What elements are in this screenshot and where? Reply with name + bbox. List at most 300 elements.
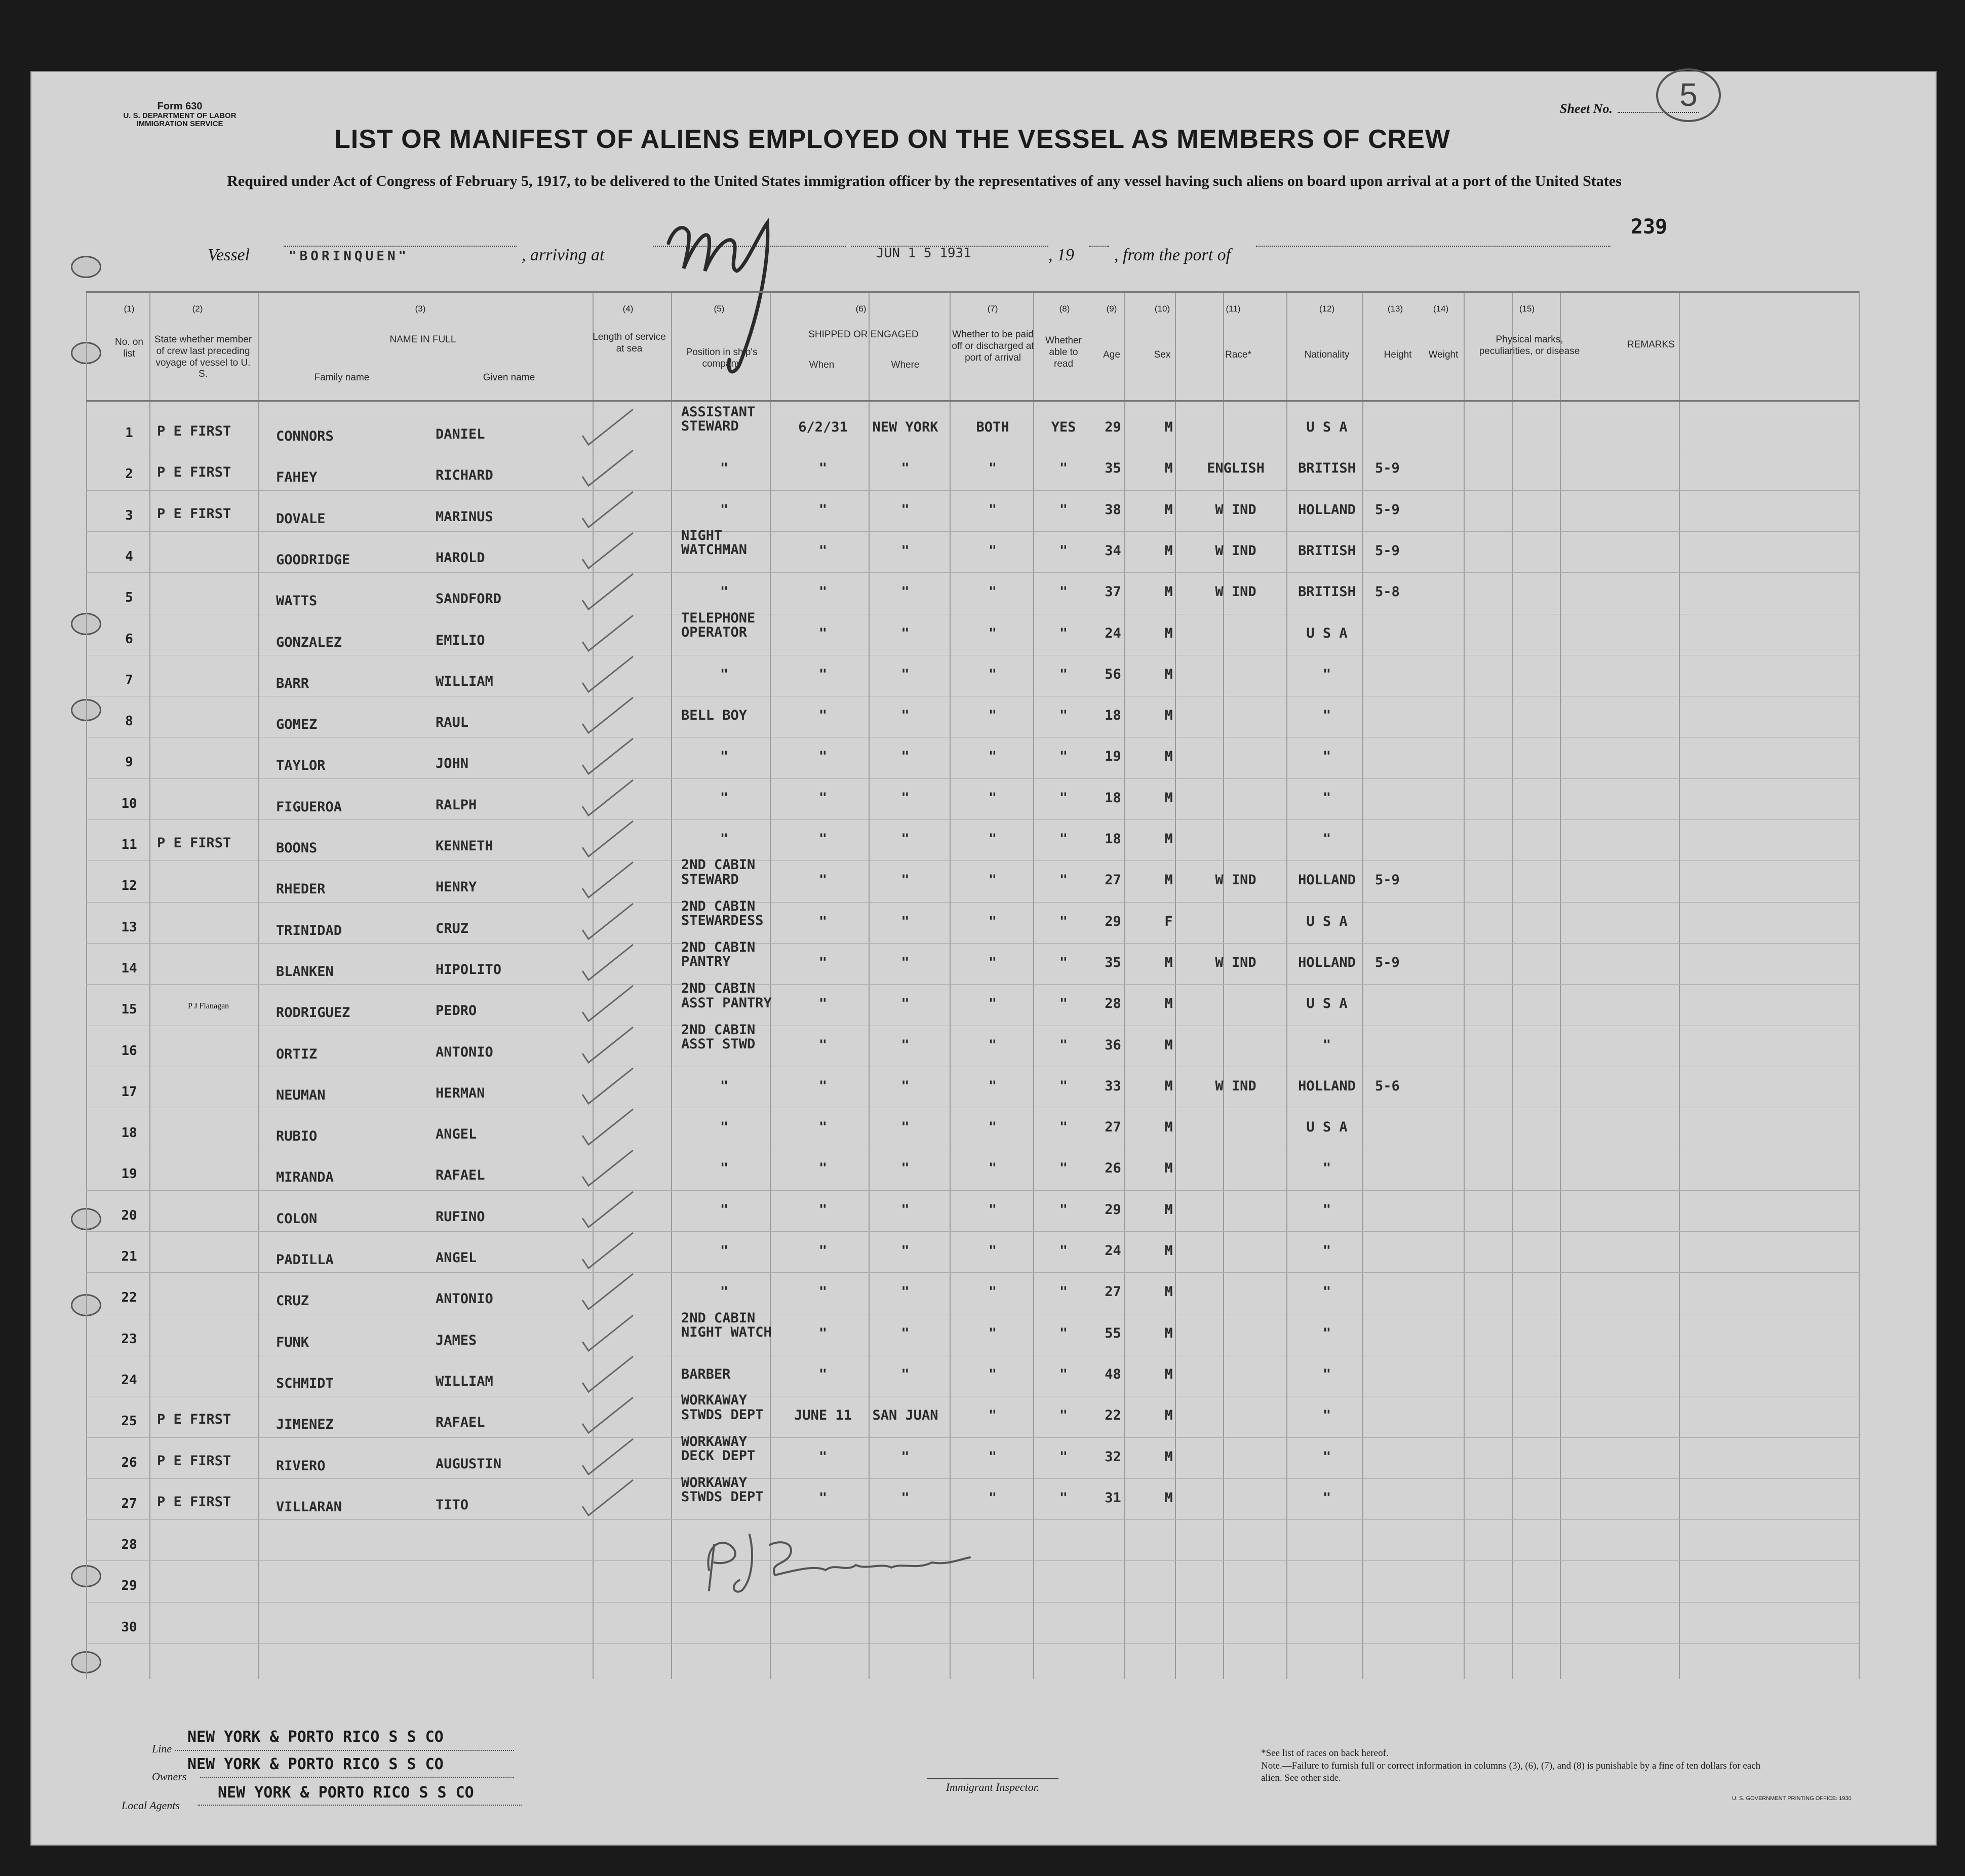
grid-column-line (1124, 291, 1125, 1679)
field-paid: " (988, 542, 997, 559)
check-mark-icon (577, 1105, 623, 1136)
check-mark-icon (577, 941, 623, 971)
field-read: " (1059, 501, 1068, 518)
field-read: " (1059, 708, 1068, 724)
field-paid: " (988, 460, 997, 477)
field-when: " (818, 584, 828, 600)
family-name: VILLARAN (276, 1499, 342, 1515)
field-paid: " (988, 831, 997, 847)
grid-column-line (1859, 291, 1860, 1679)
given-name: PEDRO (436, 1003, 477, 1019)
grid-row-line (86, 1190, 1859, 1191)
field-paid: " (988, 996, 997, 1012)
check-mark-icon (577, 982, 623, 1012)
check-mark-icon (577, 817, 623, 847)
vessel-label: Vessel (208, 246, 250, 264)
col3-header: NAME IN FULL (389, 334, 456, 345)
previous-voyage: P E FIRST (157, 835, 231, 851)
field-where: " (901, 1201, 910, 1218)
row-number: 21 (121, 1249, 137, 1264)
given-name: RAFAEL (436, 1415, 485, 1431)
field-where: NEW YORK (872, 419, 938, 435)
given-name: WILLIAM (436, 673, 493, 689)
field-age: 33 (1105, 1078, 1121, 1094)
previous-voyage: P E FIRST (157, 505, 231, 522)
field-read: " (1059, 1160, 1068, 1177)
field-sex: M (1164, 666, 1173, 682)
race: W IND (1215, 1078, 1256, 1094)
field-where: " (901, 501, 910, 518)
row-number: 2 (125, 466, 133, 482)
field-read: " (1059, 872, 1068, 888)
previous-voyage: P E FIRST (157, 1494, 231, 1510)
field-nat: " (1322, 1490, 1331, 1506)
field-paid: " (988, 954, 997, 970)
field-nat: " (1322, 790, 1331, 806)
field-when: " (818, 1160, 828, 1177)
row-number: 28 (121, 1537, 137, 1553)
family-name: DOVALE (276, 511, 326, 527)
col4-number: (4) (622, 304, 634, 314)
row-number: 30 (121, 1619, 137, 1635)
grid-column-line (1362, 291, 1363, 1679)
vessel-name: "BORINQUEN" (289, 249, 410, 264)
row-number: 27 (121, 1496, 137, 1511)
ship-position: " (720, 460, 729, 477)
field-sex: M (1164, 872, 1173, 888)
date-stamp: JUN 1 5 1931 (876, 246, 971, 261)
field-sex: M (1164, 831, 1173, 847)
field-paid: " (988, 1366, 997, 1382)
field-read: " (1059, 542, 1068, 559)
field-paid: " (988, 1160, 997, 1177)
family-name: COLON (276, 1210, 318, 1227)
field-when: " (818, 666, 828, 682)
ship-position: " (720, 1078, 729, 1094)
row-number: 29 (121, 1578, 137, 1594)
field-sex: M (1164, 1160, 1173, 1177)
grid-header-line (86, 400, 1859, 402)
col3-given-header: Given name (483, 372, 535, 383)
field-age: 29 (1105, 1201, 1121, 1218)
col8-header: Whether able to read (1045, 335, 1082, 369)
field-age: 22 (1105, 1408, 1121, 1424)
ship-position: 2ND CABIN ASST PANTRY (681, 981, 772, 1011)
ship-position: 2ND CABIN STEWARD (681, 857, 756, 887)
form-number: Form 630 (157, 101, 203, 112)
field-read: " (1059, 584, 1068, 600)
owners-label: Owners (152, 1770, 187, 1783)
field-when: " (818, 501, 828, 518)
grid-column-line (1512, 291, 1513, 1679)
field-age: 31 (1105, 1490, 1121, 1506)
field-sex: M (1164, 1449, 1173, 1465)
given-name: HENRY (436, 879, 477, 895)
col4-header: Length of service at sea (593, 332, 666, 354)
family-name: GOMEZ (276, 717, 318, 733)
field-read: " (1059, 1078, 1068, 1094)
grid-row-line (86, 1437, 1859, 1438)
row-number: 13 (121, 919, 137, 935)
field-nat: " (1322, 831, 1331, 847)
field-sex: F (1164, 913, 1173, 929)
given-name: EMILIO (436, 632, 485, 648)
col7-header: Whether to be paid off or discharged at port of arrival (952, 329, 1034, 363)
penalty-note: Note.—Failure to furnish full or correct information in columns (3), (6), (7), and (8) is punishable by a fine of ten dollars for each alien. See other side. (1261, 1760, 1761, 1784)
ship-position: WORKAWAY STWDS DEPT (681, 1474, 764, 1505)
check-mark-icon (577, 405, 623, 436)
height: 5-9 (1375, 872, 1400, 888)
row-number: 19 (121, 1166, 137, 1182)
field-sex: M (1164, 542, 1173, 559)
check-mark-icon (577, 1064, 623, 1095)
col2-number: (2) (192, 304, 203, 314)
family-name: GOODRIDGE (276, 552, 350, 568)
field-sex: M (1164, 625, 1173, 641)
field-nat: " (1322, 1408, 1331, 1424)
grid-top-line (86, 291, 1859, 293)
field-age: 38 (1105, 501, 1121, 518)
field-sex: M (1164, 1325, 1173, 1341)
field-nat: U S A (1306, 625, 1348, 641)
grid-column-line (1560, 291, 1561, 1679)
grid-row-line (86, 1478, 1859, 1479)
field-paid: " (988, 584, 997, 600)
row-number: 5 (125, 590, 133, 606)
col11-header: Race* (1225, 349, 1251, 360)
family-name: BLANKEN (276, 963, 334, 980)
ship-position: WORKAWAY DECK DEPT (681, 1433, 756, 1464)
field-age: 18 (1105, 790, 1121, 806)
field-nat: U S A (1306, 1119, 1348, 1136)
field-paid: " (988, 1284, 997, 1300)
given-name: ANTONIO (436, 1291, 493, 1307)
field-sex: M (1164, 708, 1173, 724)
family-name: GONZALEZ (276, 634, 342, 650)
height: 5-6 (1375, 1078, 1400, 1094)
previous-voyage: P E FIRST (157, 1453, 231, 1469)
grid-row-line (86, 1643, 1859, 1644)
col6-number: (6) (855, 304, 867, 314)
field-where: " (901, 1449, 910, 1465)
ship-position: " (720, 1243, 729, 1259)
col9-header: Age (1103, 349, 1120, 360)
field-where: " (901, 831, 910, 847)
col3-family-header: Family name (314, 372, 370, 383)
family-name: RODRIGUEZ (276, 1005, 350, 1021)
field-sex: M (1164, 1284, 1173, 1300)
vessel-line (208, 246, 1626, 271)
field-nat: HOLLAND (1298, 1078, 1356, 1094)
field-where: " (901, 460, 910, 477)
field-where: " (901, 954, 910, 970)
field-when: " (818, 1037, 828, 1053)
grid-column-line (950, 291, 951, 1679)
field-where: " (901, 749, 910, 765)
previous-voyage: P E FIRST (157, 1412, 231, 1428)
field-where: " (901, 790, 910, 806)
height: 5-9 (1375, 501, 1400, 518)
field-where: " (901, 1490, 910, 1506)
field-nat: BRITISH (1298, 542, 1356, 559)
field-when: " (818, 749, 828, 765)
field-when: " (818, 542, 828, 559)
field-paid: " (988, 913, 997, 929)
ship-position: 2ND CABIN PANTRY (681, 939, 756, 970)
field-paid: " (988, 1325, 997, 1341)
given-name: RAUL (436, 715, 469, 731)
col9-number: (9) (1106, 304, 1117, 314)
given-name: ANGEL (436, 1250, 477, 1266)
field-sex: M (1164, 790, 1173, 806)
grid-column-line (1286, 291, 1287, 1679)
ship-position: ASSISTANT STEWARD (681, 404, 756, 435)
field-age: 29 (1105, 913, 1121, 929)
field-sex: M (1164, 1243, 1173, 1259)
field-age: 36 (1105, 1037, 1121, 1053)
row-number: 22 (121, 1290, 137, 1306)
family-name: TAYLOR (276, 758, 326, 774)
printer-mark: U. S. GOVERNMENT PRINTING OFFICE: 1930 (1732, 1795, 1852, 1802)
field-paid: " (988, 872, 997, 888)
row-number: 25 (121, 1414, 137, 1429)
ship-position: 2ND CABIN STEWARDESS (681, 898, 764, 928)
family-name: BARR (276, 675, 309, 691)
field-read: " (1059, 1490, 1068, 1506)
row-number: 12 (121, 878, 137, 894)
given-name: DANIEL (436, 426, 485, 442)
grid-column-line (1679, 291, 1680, 1679)
field-where: " (901, 996, 910, 1012)
col6-when-header: When (809, 360, 835, 370)
field-when: " (818, 1325, 828, 1341)
col14-number: (14) (1433, 304, 1449, 314)
field-nat: BRITISH (1298, 584, 1356, 600)
field-nat: HOLLAND (1298, 501, 1356, 518)
arriving-label: , arriving at (522, 246, 605, 264)
field-sex: M (1164, 460, 1173, 477)
given-name: AUGUSTIN (436, 1456, 502, 1472)
check-mark-icon (577, 611, 623, 642)
field-paid: " (988, 708, 997, 724)
given-name: RAFAEL (436, 1167, 485, 1184)
field-paid: " (988, 1201, 997, 1218)
race: W IND (1215, 501, 1256, 518)
field-sex: M (1164, 419, 1173, 435)
family-name: JIMENEZ (276, 1417, 334, 1433)
height: 5-9 (1375, 954, 1400, 970)
field-nat: " (1322, 1449, 1331, 1465)
row-number: 3 (125, 507, 133, 523)
race: W IND (1215, 954, 1256, 970)
row-number: 26 (121, 1455, 137, 1470)
ship-position: WORKAWAY STWDS DEPT (681, 1392, 764, 1423)
field-age: 29 (1105, 419, 1121, 435)
field-where: SAN JUAN (872, 1408, 938, 1424)
col6-where-header: Where (891, 360, 920, 370)
field-nat: " (1322, 1284, 1331, 1300)
race: ENGLISH (1207, 460, 1265, 477)
field-age: 48 (1105, 1366, 1121, 1382)
field-paid: " (988, 1037, 997, 1053)
field-where: " (901, 666, 910, 682)
remarks-header: REMARKS (1627, 339, 1675, 350)
col8-number: (8) (1059, 304, 1070, 314)
col3-number: (3) (415, 304, 426, 314)
height: 5-8 (1375, 584, 1400, 600)
field-read: " (1059, 1119, 1068, 1136)
field-nat: HOLLAND (1298, 872, 1356, 888)
row-number: 7 (125, 672, 133, 688)
field-age: 28 (1105, 996, 1121, 1012)
field-age: 27 (1105, 872, 1121, 888)
signature-text: P J Flanagan (188, 1002, 229, 1010)
row-number: 1 (125, 425, 133, 441)
row-number: 24 (121, 1372, 137, 1388)
field-when: " (818, 790, 828, 806)
field-where: " (901, 708, 910, 724)
col14-header: Weight (1428, 349, 1459, 360)
field-sex: M (1164, 1078, 1173, 1094)
field-when: " (818, 1243, 828, 1259)
field-where: " (901, 1325, 910, 1341)
field-nat: " (1322, 1201, 1331, 1218)
check-mark-icon (577, 1393, 623, 1424)
field-age: 18 (1105, 831, 1121, 847)
field-nat: BRITISH (1298, 460, 1356, 477)
field-age: 24 (1105, 625, 1121, 641)
family-name: ORTIZ (276, 1046, 318, 1062)
owners-value: NEW YORK & PORTO RICO S S CO (187, 1755, 444, 1773)
field-read: " (1059, 1243, 1068, 1259)
ship-position: " (720, 1201, 729, 1218)
previous-voyage: P E FIRST (157, 423, 231, 439)
field-paid: " (988, 1119, 997, 1136)
grid-column-line (869, 291, 870, 1679)
grid-row-line (86, 819, 1859, 820)
given-name: ANGEL (436, 1126, 477, 1143)
given-name: JOHN (436, 756, 469, 772)
field-age: 32 (1105, 1449, 1121, 1465)
row-number: 9 (125, 755, 133, 770)
check-mark-icon (577, 1188, 623, 1218)
sheet-label: Sheet No. (1560, 101, 1613, 116)
line-value: NEW YORK & PORTO RICO S S CO (187, 1728, 444, 1746)
grid-row-line (86, 490, 1859, 491)
family-name: FUNK (276, 1334, 309, 1350)
field-read: YES (1051, 419, 1076, 435)
ship-position: " (720, 790, 729, 806)
grid-column-line (258, 291, 259, 1679)
field-when: " (818, 1449, 828, 1465)
field-where: " (901, 542, 910, 559)
field-where: " (901, 1284, 910, 1300)
given-name: CRUZ (436, 920, 469, 936)
field-when: " (818, 1366, 828, 1382)
check-mark-icon (577, 652, 623, 683)
race: W IND (1215, 584, 1256, 600)
field-nat: U S A (1306, 996, 1348, 1012)
field-sex: M (1164, 1037, 1173, 1053)
family-name: MIRANDA (276, 1169, 334, 1186)
field-where: " (901, 1366, 910, 1382)
previous-voyage: P E FIRST (157, 464, 231, 481)
col11-number: (11) (1226, 304, 1241, 314)
given-name: HAROLD (436, 550, 485, 566)
family-name: NEUMAN (276, 1087, 326, 1103)
grid-column-line (149, 291, 150, 1679)
field-sex: M (1164, 1201, 1173, 1218)
col7-number: (7) (987, 304, 998, 314)
field-age: 24 (1105, 1243, 1121, 1259)
row-number: 8 (125, 714, 133, 729)
race: W IND (1215, 872, 1256, 888)
grid-row-line (86, 531, 1859, 532)
col5-header: Position in ship's company (686, 347, 758, 369)
check-mark-icon (577, 1476, 623, 1506)
field-paid: BOTH (976, 419, 1009, 435)
check-mark-icon (577, 1435, 623, 1465)
row-number: 17 (121, 1084, 137, 1100)
family-name: FIGUEROA (276, 799, 342, 815)
field-nat: " (1322, 1243, 1331, 1259)
row-number: 16 (121, 1043, 137, 1059)
given-name: MARINUS (436, 509, 493, 525)
field-when: " (818, 913, 828, 929)
page-title: LIST OR MANIFEST OF ALIENS EMPLOYED ON THE VESSEL AS MEMBERS OF CREW (334, 125, 1450, 154)
given-name: RICHARD (436, 467, 493, 484)
row-number: 10 (121, 796, 137, 811)
grid-column-line (671, 291, 672, 1679)
family-name: PADILLA (276, 1252, 334, 1268)
grid-row-line (86, 943, 1859, 944)
field-read: " (1059, 1366, 1068, 1382)
field-age: 34 (1105, 542, 1121, 559)
field-when: 6/2/31 (798, 419, 848, 435)
field-sex: M (1164, 749, 1173, 765)
height: 5-9 (1375, 542, 1400, 559)
height: 5-9 (1375, 460, 1400, 477)
family-name: TRINIDAD (276, 922, 342, 939)
footer-note (1261, 1747, 1767, 1785)
col13-header: Height (1384, 349, 1412, 360)
sheet-number-circle: 5 (1656, 68, 1721, 122)
field-paid: " (988, 501, 997, 518)
family-name: SCHMIDT (276, 1375, 334, 1391)
check-mark-icon (577, 1023, 623, 1053)
field-where: " (901, 913, 910, 929)
field-nat: " (1322, 749, 1331, 765)
field-read: " (1059, 954, 1068, 970)
col2-header: State whether member of crew last preceding voyage of vessel to U. S. (154, 334, 252, 380)
crew-table-grid (86, 291, 1859, 1679)
field-when: " (818, 954, 828, 970)
field-age: 37 (1105, 584, 1121, 600)
field-nat: " (1322, 708, 1331, 724)
ship-position: " (720, 666, 729, 682)
check-mark-icon (577, 570, 623, 600)
field-where: " (901, 1243, 910, 1259)
field-age: 56 (1105, 666, 1121, 682)
ship-position: " (720, 749, 729, 765)
field-paid: " (988, 1408, 997, 1424)
family-name: RUBIO (276, 1128, 318, 1145)
row-number: 11 (121, 837, 137, 852)
grid-row-line (86, 1272, 1859, 1273)
row-number: 14 (121, 960, 137, 976)
given-name: RALPH (436, 797, 477, 813)
given-name: HIPOLITO (436, 961, 502, 978)
